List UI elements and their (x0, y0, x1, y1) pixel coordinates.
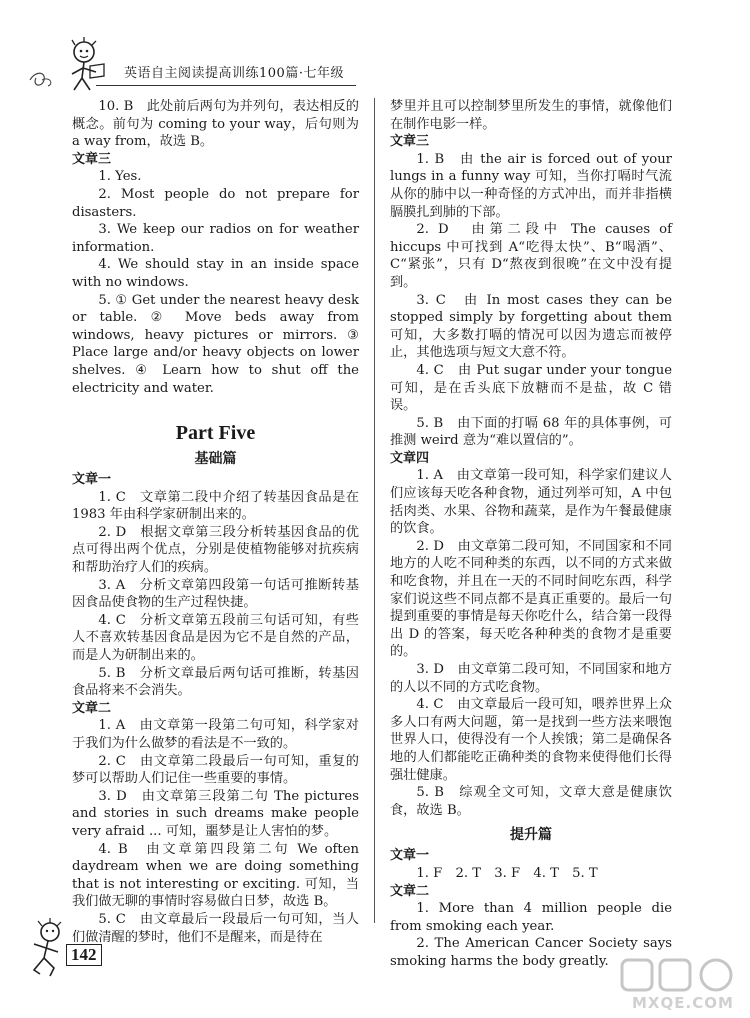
watermark-logo-icon (612, 956, 740, 996)
answer-item: 2. C 由文章第二段最后一句可知，重复的梦可以帮助人们记住一些重要的事情。 (72, 753, 359, 787)
answer-item: 1. A 由文章第一段可知，科学家们建议人们应该每天吃各种食物，通过列举可知，A 中包括肉类、水果、谷物和蔬菜，是作为午餐最健康的饮食。 (390, 468, 672, 537)
left-column (72, 98, 359, 946)
section-label: 文章三 (390, 134, 430, 150)
header-title: 英语自主阅读提高训练100篇·七年级 (124, 66, 344, 81)
continued-text: 梦里并且可以控制梦里所发生的事情，就像他们在制作电影一样。 (390, 99, 672, 132)
answer-item: 1. F 2. T 3. F 4. T 5. T (416, 865, 598, 881)
section-label: 文章一 (390, 848, 430, 864)
answer-item: 1. A 由文章第一段第二句可知，科学家对于我们为什么做梦的看法是不一致的。 (72, 718, 359, 751)
watermark-url: MXQE.COM (632, 994, 734, 1012)
section-label: 文章二 (72, 700, 112, 716)
running-header (28, 36, 358, 98)
answer-item: 3. A 分析文章第四段第一句话可推断转基因食品使食物的生产过程快捷。 (72, 577, 359, 611)
basic-section-title: 基础篇 (194, 451, 237, 468)
running-mascot-icon (24, 918, 68, 988)
column-divider (374, 98, 375, 923)
answer-item: 5. C 由文章最后一段最后一句可知，当人们做清醒的梦时，他们不是醒来，而是待在 (72, 911, 359, 945)
answer-item: 5. B 分析文章最后两句话可推断，转基因食品将来不会消失。 (72, 665, 359, 699)
answer-item: 1. C 文章第二段中介绍了转基因食品是在 1983 年由科学家研制出来的。 (72, 489, 359, 523)
answer-item: 2. The American Cancer Society says smoking harms the body greatly. (390, 936, 672, 969)
advanced-section-title: 提升篇 (510, 827, 552, 844)
answer-item: 3. C 由 In most cases they can be stopped simply by forgetting about them 可知，大多数打嗝的情况可以因为遗忘而被停止，其他选项与短文大意不符。 (390, 292, 672, 361)
section-label: 文章四 (390, 450, 430, 466)
answer-item: 1. Yes. (98, 169, 142, 185)
header-rule (96, 85, 356, 86)
answer-item: 3. D 由文章第三段第二句 The pictures and stories in such dreams make people very afraid ... 可知，噩梦是让人害怕的梦。 (72, 788, 359, 839)
answer-item: 5. B 由下面的打嗝 68 年的具体事例，可推测 weird 意为“难以置信的”。 (390, 415, 672, 449)
site-watermark (612, 956, 740, 1012)
answer-item: 2. D 由文章第二段可知，不同国家和不同地方的人吃不同种类的东西，以不同的方式来做和吃食物，并且在一天的不同时间吃东西，科学家们说这些不同点都不是真正重要的。最后一句提到重要的事情是每天你吃什么，结合第一段得出 D 的答案，每天吃各种种类的食物才是重要的。 (390, 538, 672, 660)
answer-item: 4. C 由文章最后一段可知，喂养世界上众多人口有两大问题，第一是找到一些方法来喂饱世界人口，使得没有一个人挨饿；第二是确保各地的人们都能吃正确种类的食物来使得他们长得强壮健康。 (390, 697, 672, 783)
answer-item: 4. We should stay in an inside space with no windows. (72, 257, 359, 290)
section-label: 文章三 (72, 151, 112, 167)
page-number: 142 (66, 944, 102, 966)
right-column (390, 98, 672, 971)
section-label: 文章一 (72, 472, 112, 488)
answer-item: 1. More than 4 million people die from smoking each year. (390, 901, 672, 934)
answer-item: 2. D 由第二段中 The causes of hiccups 中可找到 A“吃得太快”、B“喝酒”、C“紧张”，只有 D“熬夜到很晚”在文中没有提到。 (390, 222, 672, 290)
answer-item: 2. Most people do not prepare for disasters. (72, 186, 359, 220)
part-title: Part Five (175, 422, 256, 445)
answer-item: 4. C 由 Put sugar under your tongue 可知，是在舌头底下放糖而不是盐，故 C 错误。 (390, 362, 672, 414)
answer-item: 2. D 根据文章第三段分析转基因食品的优点可得出两个优点，分别是使植物能够对抗疾病和帮助治疗人们的疾病。 (72, 524, 359, 576)
answer-item: 5. B 综观全文可知，文章大意是健康饮食，故选 B。 (390, 785, 672, 818)
answer-item: 4. C 分析文章第五段前三句话可知，有些人不喜欢转基因食品是因为它不是自然的产品，而是人为研制出来的。 (72, 612, 359, 664)
page-footer (24, 918, 124, 988)
answer-item: 4. B 由文章第四段第二句 We often daydream when we are doing something that is not interesting or exciting. 可知，当我们做无聊的事情时容易做白日梦，故选 B。 (72, 841, 359, 910)
answer-item: 10. B 此处前后两句为并列句，表达相反的概念。前句为 coming to your way，后句则为 a way from，故选 B。 (72, 99, 359, 150)
answer-item: 5. ① Get under the nearest heavy desk or table. ② Move beds away from windows, heavy pictures or mirrors. ③ Place large and/or heavy objects on lower shelves. ④ Learn how to shut off the electricity and water. (72, 292, 359, 396)
answer-item: 3. We keep our radios on for weather information. (72, 222, 359, 255)
reading-mascot-icon (28, 36, 124, 98)
answer-item: 1. B 由 the air is forced out of your lungs in a funny way 可知，当你打嗝时气流从你的肺中以一种奇怪的方式冲出，而并非指横膈膜扎到肺的下部。 (390, 151, 672, 220)
section-label: 文章二 (390, 883, 430, 899)
answer-item: 3. D 由文章第二段可知，不同国家和地方的人以不同的方式吃食物。 (390, 662, 672, 695)
